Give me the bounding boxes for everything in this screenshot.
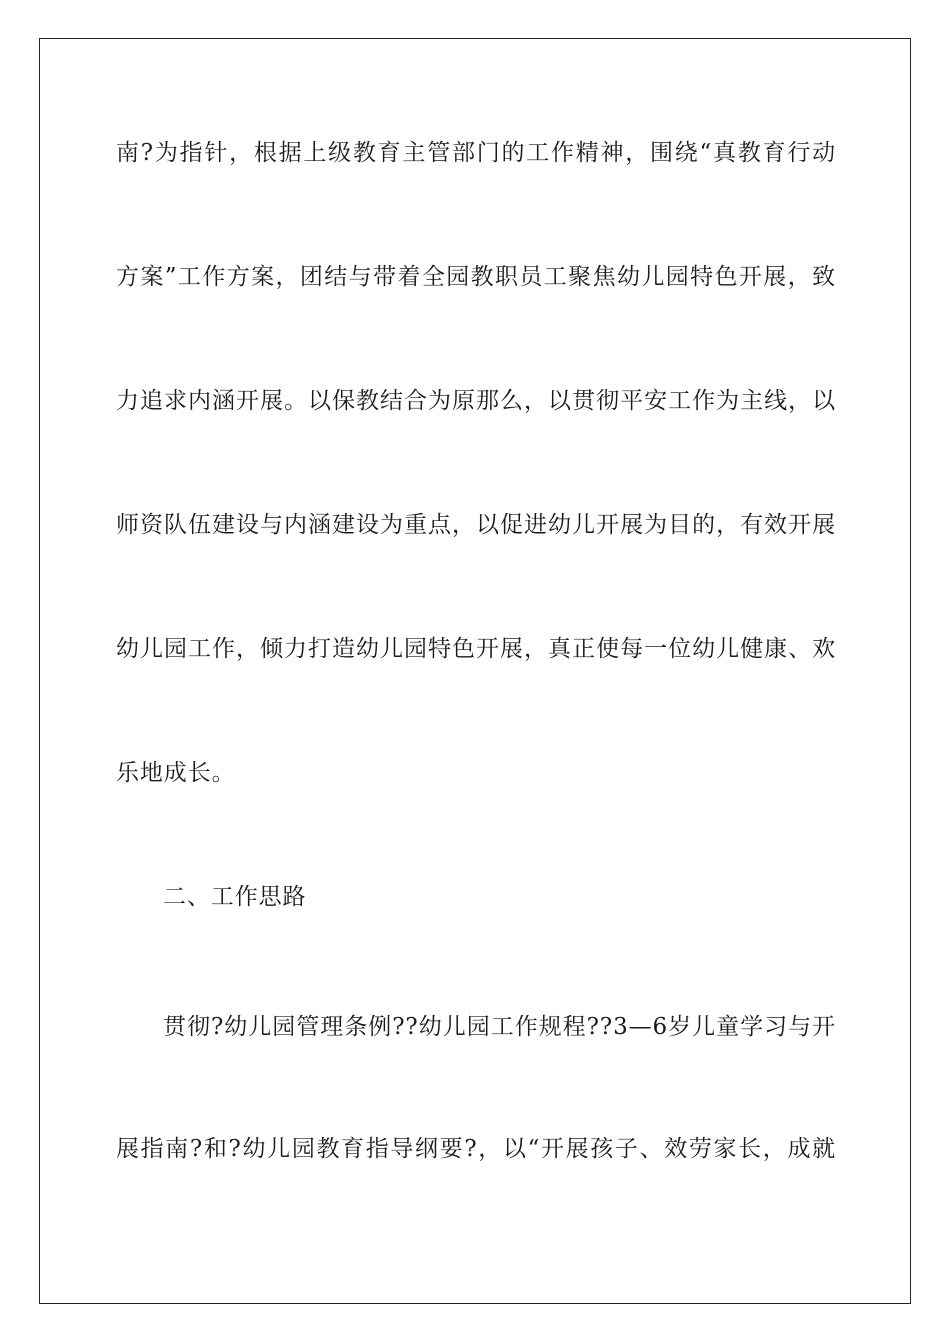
section-heading: 二、工作思路 bbox=[163, 884, 307, 910]
paragraph-line: 幼儿园工作，倾力打造幼儿园特色开展，真正使每一位幼儿健康、欢 bbox=[116, 636, 836, 662]
paragraph-line: 乐地成长。 bbox=[116, 760, 236, 786]
paragraph-line: 南?为指针，根据上级教育主管部门的工作精神，围绕“真教育行动 bbox=[116, 140, 836, 166]
paragraph-line: 展指南?和?幼儿园教育指导纲要?，以“开展孩子、效劳家长，成就 bbox=[116, 1136, 836, 1162]
paragraph-line: 贯彻?幼儿园管理条例??幼儿园工作规程??3—6岁儿童学习与开 bbox=[163, 1014, 836, 1040]
paragraph-line: 方案”工作方案，团结与带着全园教职员工聚焦幼儿园特色开展，致 bbox=[116, 264, 836, 290]
paragraph-line: 师资队伍建设与内涵建设为重点，以促进幼儿开展为目的，有效开展 bbox=[116, 512, 836, 538]
page-border bbox=[39, 38, 911, 1304]
paragraph-line: 力追求内涵开展。以保教结合为原那么，以贯彻平安工作为主线，以 bbox=[116, 388, 836, 414]
